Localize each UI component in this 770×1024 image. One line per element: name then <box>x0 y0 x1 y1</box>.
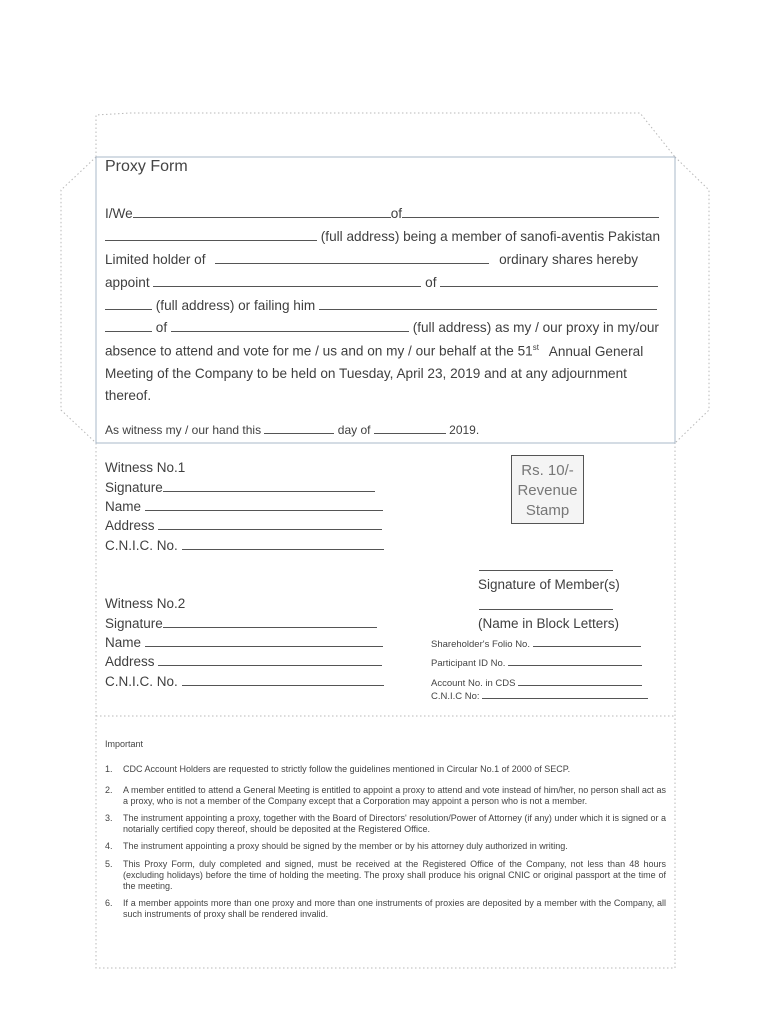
important-item-5 <box>105 859 666 892</box>
important-item-number: 2. <box>105 785 113 795</box>
important-item-4 <box>105 841 666 852</box>
important-item-3 <box>105 813 666 835</box>
folio-row <box>431 639 641 650</box>
important-item-text: The instrument appointing a proxy, together with the Board of Directors' resolution/Power of Attorney (if any) under which it is signed or a notarially certified copy thereof, should be deposited at the Registered Office. <box>123 813 666 834</box>
member-cnic-row <box>431 691 648 702</box>
witness1-signature-label: Signature <box>105 480 163 495</box>
member-name-label: (Name in Block Letters) <box>478 616 620 631</box>
stamp-line-2: Revenue <box>517 482 578 499</box>
witness-day-label: day of <box>337 423 371 437</box>
form-line-7 <box>105 343 666 359</box>
form-line-2 <box>105 229 666 244</box>
address-blank[interactable] <box>105 239 317 241</box>
appoint-address-blank[interactable] <box>105 308 152 310</box>
form-line-8 <box>105 366 666 381</box>
important-item-text: A member entitled to attend a General Meeting is entitled to appoint a proxy to attend and vote instead of him/her, no person shall act as a proxy, who is not a member of the Company except that a Corporation may appoint a person who is not a member. <box>123 785 666 806</box>
witness1-name-row <box>105 499 383 514</box>
important-item-1 <box>105 764 666 775</box>
witness2-name-row <box>105 635 383 650</box>
form-line-4 <box>105 275 666 290</box>
form-line-3 <box>105 252 666 267</box>
important-item-number: 3. <box>105 813 113 823</box>
witness2-address-row <box>105 654 382 669</box>
member-cnic-blank[interactable] <box>482 697 648 699</box>
line6-text: (full address) as my / our proxy in my/our <box>412 320 659 335</box>
witness1-cnic-row <box>105 538 384 553</box>
witness2-name-blank[interactable] <box>145 645 383 647</box>
witness2-address-blank[interactable] <box>158 664 382 666</box>
revenue-stamp-box <box>511 455 584 524</box>
form-line-6 <box>105 320 666 335</box>
appoint-of-label: of <box>425 275 437 290</box>
witness2-signature-label: Signature <box>105 616 163 631</box>
important-item-number: 4. <box>105 841 113 851</box>
witness-day-blank[interactable] <box>374 432 446 434</box>
witness2-name-label: Name <box>105 635 142 650</box>
failing-address-blank[interactable] <box>105 330 152 332</box>
witness-year: 2019. <box>449 423 480 437</box>
important-item-2 <box>105 785 666 807</box>
folio-label: Shareholder's Folio No. <box>431 639 530 650</box>
important-item-number: 6. <box>105 898 113 908</box>
folio-blank[interactable] <box>533 645 641 647</box>
form-line-5 <box>105 298 666 313</box>
appoint-blank[interactable] <box>153 285 421 287</box>
failing-of-blank[interactable] <box>171 330 409 332</box>
witness1-address-label: Address <box>105 518 155 533</box>
account-row <box>431 678 642 689</box>
important-heading: Important <box>105 739 144 749</box>
line6-of-label: of <box>155 320 168 335</box>
form-title: Proxy Form <box>105 158 188 175</box>
participant-row <box>431 658 642 669</box>
failing-blank[interactable] <box>319 308 657 310</box>
witness2-address-label: Address <box>105 654 155 669</box>
witness1-signature-row <box>105 480 375 495</box>
line8-text: Meeting of the Company to be held on Tuesday, April 23, 2019 and at any adjournment <box>105 366 627 381</box>
line7-text: absence to attend and vote for me / us and on my / our behalf at the 51 <box>105 343 533 359</box>
important-item-text: This Proxy Form, duly completed and signed, must be received at the Registered Office of the Company, not less than 48 hours (excluding holidays) before the time of holding the meeting. The proxy shall produce his orignal CNIC or original passport at the time of the meeting. <box>123 859 666 891</box>
line9-text: thereof. <box>105 388 152 403</box>
witness2-cnic-row <box>105 674 384 689</box>
participant-blank[interactable] <box>508 664 642 666</box>
witness1-address-blank[interactable] <box>158 528 382 530</box>
member-signature-label: Signature of Member(s) <box>478 577 620 592</box>
member-cnic-label: C.N.I.C No: <box>431 691 480 702</box>
form-line-1 <box>105 206 666 221</box>
account-label: Account No. in CDS <box>431 678 516 689</box>
account-blank[interactable] <box>518 684 642 686</box>
witness1-signature-blank[interactable] <box>163 490 375 492</box>
member-name-blank[interactable] <box>479 609 613 610</box>
iwe-label: I/We <box>105 206 133 221</box>
witness2-signature-blank[interactable] <box>163 626 377 628</box>
witness-hand-label: As witness my / our hand this <box>105 423 262 437</box>
line7-tail: Annual General <box>548 343 644 359</box>
witness1-heading: Witness No.1 <box>105 460 186 475</box>
shares-blank[interactable] <box>215 262 489 264</box>
important-item-text: CDC Account Holders are requested to strictly follow the guidelines mentioned in Circular No.1 of 2000 of SECP. <box>123 764 571 774</box>
participant-label: Participant ID No. <box>431 658 506 669</box>
limited-holder-label: Limited holder of <box>105 252 206 267</box>
ordinal-suffix: st <box>532 343 539 352</box>
of-label: of <box>390 206 403 221</box>
witness1-address-row <box>105 518 382 533</box>
important-item-text: If a member appoints more than one proxy and more than one instruments of proxies are deposited by a member with the Company, all such instruments of proxy shall be rendered invalid. <box>123 898 666 919</box>
important-item-number: 1. <box>105 764 113 774</box>
witness1-name-label: Name <box>105 499 142 514</box>
important-item-number: 5. <box>105 859 113 869</box>
important-item-text: The instrument appointing a proxy should be signed by the member or by his attorney duly authorized in writing. <box>123 841 568 851</box>
witness1-cnic-label: C.N.I.C. No. <box>105 538 178 553</box>
witness-hand-blank[interactable] <box>264 432 334 434</box>
important-item-6 <box>105 898 666 920</box>
witness2-cnic-label: C.N.I.C. No. <box>105 674 178 689</box>
line2-text: (full address) being a member of sanofi-aventis Pakistan <box>320 229 661 244</box>
witness2-cnic-blank[interactable] <box>182 684 384 686</box>
line5-text: (full address) or failing him <box>155 298 316 313</box>
member-signature-blank[interactable] <box>479 570 613 571</box>
ordinary-shares-label: ordinary shares hereby <box>499 252 639 267</box>
form-line-9 <box>105 388 666 403</box>
important-list <box>105 764 666 920</box>
of-blank[interactable] <box>402 216 659 218</box>
witness2-heading: Witness No.2 <box>105 596 186 611</box>
appoint-label: appoint <box>105 275 150 290</box>
witness2-signature-row <box>105 616 377 631</box>
stamp-line-1: Rs. 10/- <box>521 462 574 479</box>
name-blank[interactable] <box>133 216 391 218</box>
stamp-line-3: Stamp <box>525 502 570 519</box>
witness-hand-line <box>105 423 666 437</box>
witness1-cnic-blank[interactable] <box>182 548 384 550</box>
witness1-name-blank[interactable] <box>145 509 383 511</box>
appoint-of-blank[interactable] <box>440 285 658 287</box>
